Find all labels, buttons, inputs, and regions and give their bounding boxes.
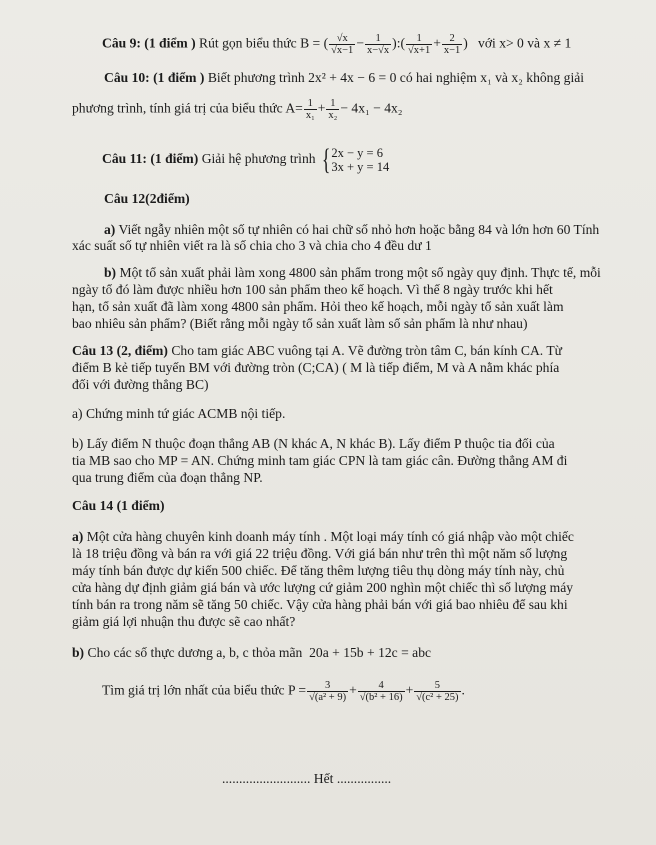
q9-frac-2: $\frac{1}{x-√x}$: [366, 33, 390, 56]
q10-text-b: có hai nghiệm x₁ và x₂ không giải: [399, 70, 585, 85]
q14-a-line-4: cửa hàng dự định giảm giá bán và ước lượng cứ giảm 200 nghìn một chiếc thì số lượng máy: [72, 580, 574, 595]
q14-p-start: P =: [287, 682, 307, 698]
q14-p-frac-2: $\frac{4}{\text{√(b² + 16)}}$: [359, 680, 403, 703]
q14-b-line: [72, 645, 431, 661]
q14-p-frac-3: $\frac{5}{\text{√(c² + 25)}}$: [416, 680, 459, 703]
q11-label: Câu 11: (1 điểm): [102, 151, 199, 167]
q14-a-line-3: máy tính bán được dự kiến 500 chiếc. Để tăng thêm lượng tiêu thụ dòng máy tính này, chủ: [72, 563, 565, 578]
q10-line-1: [104, 70, 584, 86]
q9-condition: với x> 0 và x ≠ 1: [478, 35, 572, 51]
q10-line-2: [72, 98, 403, 121]
q13-b-line-3: qua trung điểm của đoạn thẳng NP.: [72, 470, 263, 485]
q9-line: [102, 33, 571, 56]
q14-a-line-6: giảm giá lợi nhuận thu được sẽ cao nhất?: [72, 614, 296, 629]
q14-c-text: Tìm giá trị lớn nhất của biểu thức: [102, 682, 285, 698]
q9-frac-3: $\frac{1}{√x+1}$: [408, 33, 431, 56]
q12-heading: Câu 12(2điểm): [104, 191, 190, 206]
q14-a-line-2: là 18 triệu đồng và bán ra với giá 22 triệu đồng. Với giá bán như trên thì một năm số lượng: [72, 546, 568, 561]
footer-end-label: Hết: [313, 771, 334, 786]
q10-line2: phương trình, tính giá trị của biểu thức: [72, 100, 283, 116]
footer-end: [222, 771, 391, 787]
footer-dots-right: ................: [336, 771, 392, 786]
q12-a-line-2: xác suất số tự nhiên viết ra là số chia cho 3 và chia cho 4 đều dư 1: [72, 238, 432, 253]
q12-b-line-3: hạn, tổ sản xuất đã làm xong 4800 sản phẩm. Hỏi theo kế hoạch, mỗi ngày tổ sản xuất làm: [72, 299, 564, 314]
footer-dots-left: ..........................: [222, 771, 311, 786]
q13-b-line-2: tia MB sao cho MP = AN. Chứng minh tam giác CPN là tam giác cân. Đường thẳng AM đi: [72, 453, 568, 468]
left-brace-icon: {: [321, 143, 331, 176]
q11-system: [331, 146, 389, 174]
q10-plus: +: [317, 100, 326, 116]
q12-b-line-4: bao nhiêu sản phẩm? (Biết rằng mỗi ngày tổ sản xuất làm số sản phẩm là như nhau): [72, 316, 528, 331]
q11-text: Giải hệ phương trình: [201, 151, 316, 167]
q14-b-label: b): [72, 645, 85, 660]
q9-label: Câu 9: (1 điểm ): [102, 35, 196, 51]
q14-a-line-1: [72, 529, 574, 545]
q14-a-label: a): [72, 529, 84, 544]
q12-b-line-2: ngày tổ đó làm được nhiều hơn 100 sản phẩm theo kế hoạch. Vì thế 8 ngày trước khi hết: [72, 282, 553, 297]
q9-expr-end: ): [463, 35, 468, 51]
q10-expr-start: A=: [285, 100, 303, 116]
q14-plus-2: +: [405, 682, 414, 698]
q13-line-1: [72, 343, 562, 359]
q12-b-text-1: Một tổ sản xuất phải làm xong 4800 sản phẩm trong một số ngày quy định. Thực tế, mỗi: [119, 265, 601, 280]
q14-p-frac-1: $\frac{3}{\text{√(a² + 9)}}$: [309, 680, 347, 703]
q9-mid: ):(: [392, 35, 406, 51]
q10-frac-1: $\frac{1}{\text{x₁}}$: [305, 98, 315, 121]
q12-a-text-1: Viết ngẫy nhiên một số tự nhiên có hai chữ số nhỏ hơn hoặc bằng 84 và lớn hơn 60 Tính: [118, 222, 600, 237]
q10-frac-2: $\frac{1}{\text{x₂}}$: [328, 98, 338, 121]
q12-b-line-1: [104, 265, 601, 281]
q10-label: Câu 10: (1 điểm ): [104, 70, 205, 85]
q14-b-condition: 20a + 15b + 12c = abc: [309, 645, 432, 660]
q11-eq2: 3x + y = 14: [331, 160, 390, 174]
q13-a: a) Chứng minh tứ giác ACMB nội tiếp.: [72, 406, 286, 421]
q9-frac-4: $\frac{2}{x-1}$: [443, 33, 461, 56]
q14-heading: Câu 14 (1 điểm): [72, 498, 165, 513]
q14-a-text-1: Một cửa hàng chuyên kinh doanh máy tính . Một loại máy tính có giá nhập vào một chiếc: [86, 529, 574, 544]
q10-expr-end: − 4x₁ − 4x₂: [340, 100, 403, 116]
q14-p-end: .: [461, 682, 465, 698]
q12-a-line-1: [104, 222, 599, 238]
q9-plus: +: [433, 35, 441, 51]
q10-text-a: Biết phương trình: [207, 70, 305, 85]
q14-b-text: Cho các số thực dương a, b, c thỏa mãn: [87, 645, 303, 660]
q9-text: Rút gọn biểu thức: [199, 35, 297, 51]
q11-line: [102, 145, 389, 175]
q13-line-2: điểm B kẻ tiếp tuyến BM với đường tròn (C;CA) ( M là tiếp điểm, M và A nằm khác phía: [72, 360, 560, 375]
q12-b-label: b): [104, 265, 117, 280]
q12-a-label: a): [104, 222, 116, 237]
q13-b-line-1: b) Lấy điểm N thuộc đoạn thẳng AB (N khác A, N khác B). Lấy điểm P thuộc tia đối của: [72, 436, 555, 451]
q9-frac-1: $\frac{√x}{√x-1}$: [331, 33, 354, 56]
q9-expr-start: B = (: [300, 35, 329, 51]
q13-text-1: Cho tam giác ABC vuông tại A. Vẽ đường tròn tâm C, bán kính CA. Từ: [171, 343, 563, 358]
q14-plus-1: +: [349, 682, 357, 698]
q14-c-line: [102, 680, 465, 703]
q11-eq1: 2x − y = 6: [331, 146, 383, 160]
q13-line-3: đối với đường thẳng BC): [72, 377, 209, 392]
q13-label: Câu 13 (2, điểm): [72, 343, 168, 358]
q9-minus: −: [356, 35, 364, 51]
q14-a-line-5: tính bán ra trong năm sẽ tăng 50 chiếc. Vậy cửa hàng phải bán với giá bao nhiêu để sau khi: [72, 597, 568, 612]
q10-equation: 2x² + 4x − 6 = 0: [308, 70, 397, 85]
